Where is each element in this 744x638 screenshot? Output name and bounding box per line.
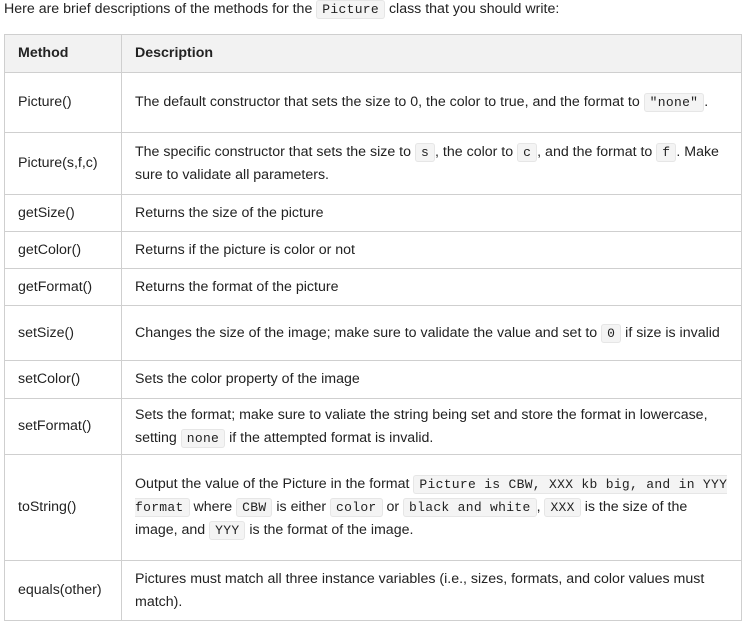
description-column-header: Description [122, 35, 742, 73]
table-header-row [5, 35, 742, 73]
description-text: is either [272, 499, 331, 515]
description-text: if the attempted format is invalid. [225, 429, 434, 446]
method-cell: equals(other) [5, 561, 122, 621]
description-cell [122, 361, 742, 399]
inline-code: "none" [644, 93, 705, 112]
table-row [5, 269, 742, 306]
description-text: The specific constructor that sets the size to [135, 143, 415, 160]
inline-code: CBW [236, 498, 272, 517]
table-row [5, 133, 742, 195]
description-cell [122, 561, 742, 621]
description-cell [122, 306, 742, 361]
inline-code: black and white [403, 498, 537, 517]
description-text: Sets the color property of the image [135, 371, 360, 387]
picture-class-code: Picture [316, 0, 385, 19]
table-row [5, 73, 742, 133]
method-cell: setSize() [5, 306, 122, 361]
description-text: . [704, 94, 709, 110]
description-cell [122, 73, 742, 133]
description-text: Changes the size of the image; make sure to validate the value and set to [135, 324, 602, 341]
description-text: , the color to [435, 143, 518, 160]
inline-code: f [656, 143, 676, 162]
table-row [5, 195, 742, 232]
table-row [5, 455, 742, 561]
table-row [5, 399, 742, 455]
inline-code: color [330, 498, 383, 517]
description-cell [122, 399, 742, 455]
description-text: The default constructor that sets the size to 0, the color to true, and the format to [135, 94, 644, 110]
method-cell: setFormat() [5, 399, 122, 455]
methods-table [4, 34, 742, 621]
table-row [5, 306, 742, 361]
description-cell [122, 455, 742, 561]
intro-text [4, 0, 559, 18]
description-text: Pictures must match all three instance variables (i.e., sizes, formats, and color values must match). [135, 570, 705, 610]
intro-after: class that you should write: [385, 1, 560, 17]
description-text: Returns if the picture is color or not [135, 241, 356, 258]
method-cell: setColor() [5, 361, 122, 399]
methods-table-body [5, 73, 742, 621]
description-cell [122, 232, 742, 269]
description-text: is the size of the image, and [135, 499, 688, 538]
description-text: Returns the size of the picture [135, 204, 324, 221]
method-cell: getFormat() [5, 269, 122, 306]
description-text: Sets the format; make sure to valiate the string being set and store the format in lowercase, setting [135, 406, 708, 446]
method-cell: Picture() [5, 73, 122, 133]
method-cell: getSize() [5, 195, 122, 232]
description-text: . Make sure to validate all parameters. [135, 143, 719, 183]
inline-code: c [517, 143, 537, 162]
inline-code: none [181, 429, 225, 448]
method-column-header: Method [5, 35, 122, 73]
description-text: or [382, 499, 404, 515]
table-row [5, 561, 742, 621]
description-text: , [536, 499, 545, 515]
inline-code: s [415, 143, 435, 162]
description-text: where [189, 499, 237, 515]
description-text: Returns the format of the picture [135, 278, 339, 295]
table-row [5, 232, 742, 269]
inline-code: 0 [601, 324, 621, 343]
method-cell: Picture(s,f,c) [5, 133, 122, 195]
table-row [5, 361, 742, 399]
inline-code: XXX [544, 498, 580, 517]
description-text: is the format of the image. [245, 522, 414, 538]
description-text: Output the value of the Picture in the format [135, 476, 414, 492]
description-cell [122, 269, 742, 306]
inline-code: Picture is CBW, XXX kb big, and in YYY format [135, 477, 728, 515]
method-cell: toString() [5, 455, 122, 561]
description-text: , and the format to [537, 143, 657, 160]
intro-before: Here are brief descriptions of the methods for the [4, 1, 317, 17]
description-cell [122, 133, 742, 195]
inline-code: YYY [209, 521, 245, 540]
description-text: if size is invalid [621, 324, 720, 341]
description-cell [122, 195, 742, 232]
method-cell: getColor() [5, 232, 122, 269]
